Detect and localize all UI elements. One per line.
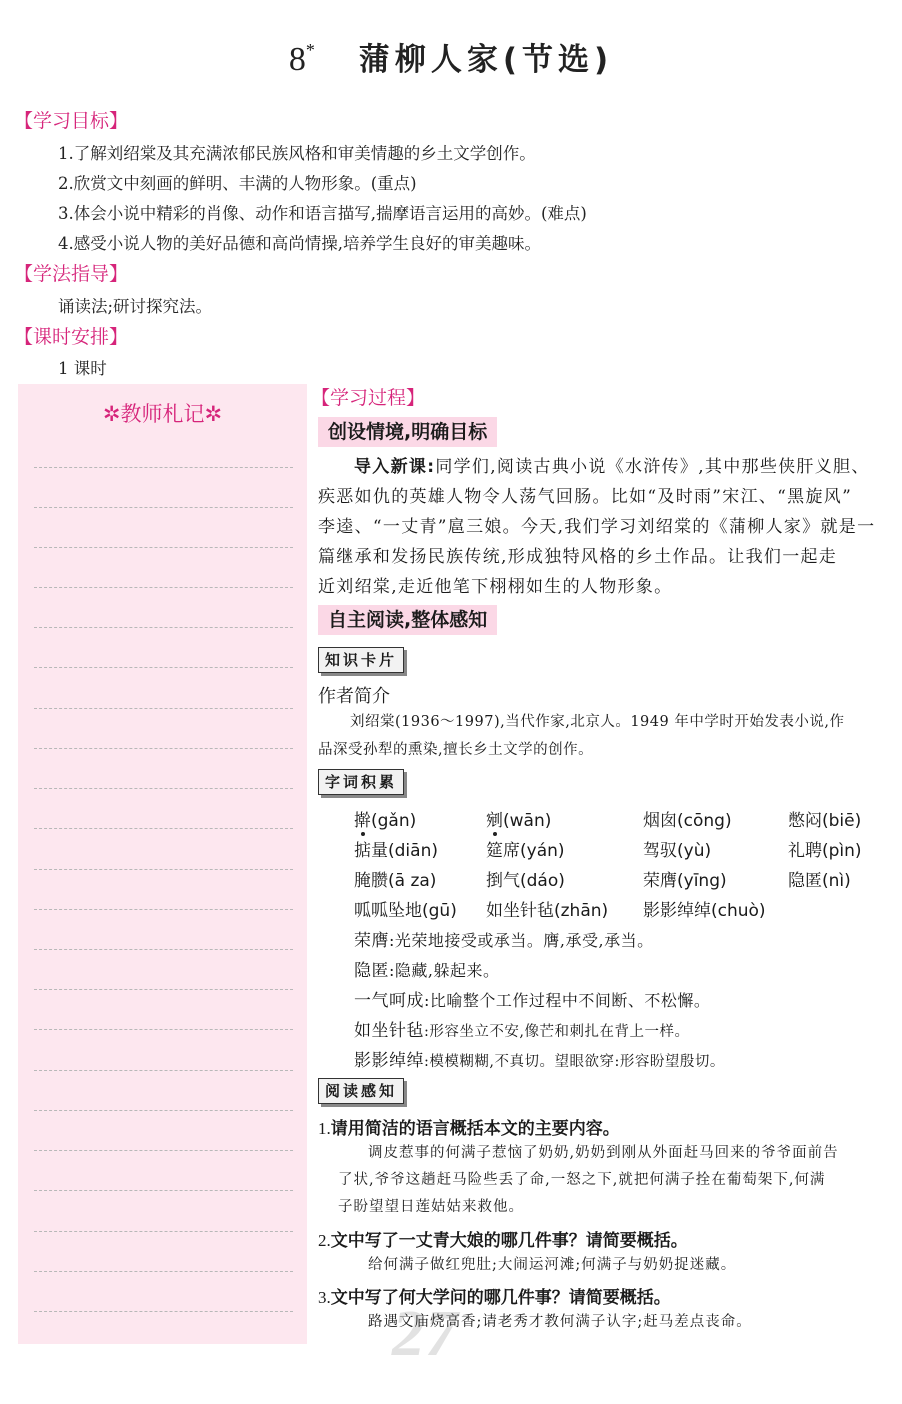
intro-paragraph: [318, 452, 886, 602]
vocab-item: 荣膺(yīng): [643, 871, 727, 891]
question: 3.文中写了何大学问的哪几件事？请简要概括。: [318, 1288, 671, 1308]
vocab-item: 如坐针毡(zhān): [486, 901, 609, 921]
note-line[interactable]: [34, 989, 293, 990]
note-line[interactable]: [34, 1150, 293, 1151]
vocab-item: 隐匿(nì): [788, 871, 851, 891]
note-line[interactable]: [34, 667, 293, 668]
note-line[interactable]: [34, 869, 293, 870]
intro-lead: 导入新课:: [354, 457, 436, 477]
note-line[interactable]: [34, 748, 293, 749]
schedule-text: 1 课时: [58, 359, 107, 378]
note-line[interactable]: [34, 1110, 293, 1111]
author-text: [318, 708, 886, 764]
answer: 调皮惹事的何满子惹恼了奶奶,奶奶到刚从外面赶马回来的爷爷面前告 了状,爷爷这趟赶马险些丢了命,一怒之下,就把何满子拴在葡萄架下,何满 子盼望望日莲姑姑来救他。: [338, 1145, 839, 1215]
vocab-item: 擀(gǎn): [354, 811, 417, 831]
definition-item: 隐匿:隐藏,躲起来。: [354, 961, 500, 981]
vocab-item: 腌臜(ā za): [354, 871, 437, 891]
note-line[interactable]: [34, 788, 293, 789]
teacher-notes-title: ✲教师札记✲: [102, 402, 223, 426]
objectives-heading: 【学习目标】: [14, 110, 129, 132]
note-line[interactable]: [34, 627, 293, 628]
step-create-context: 创设情境,明确目标: [318, 417, 497, 447]
author-line: 刘绍棠(1936～1997),当代作家,北京人。1949 年中学时开始发表小说,作: [350, 714, 845, 730]
answer: 给何满子做红兜肚;大闹运河滩;何满子与奶奶捉迷藏。: [368, 1257, 737, 1273]
lesson-title: 蒲柳人家(节选): [358, 42, 614, 78]
intro-line: 疾恶如仇的英雄人物令人荡气回肠。比如“及时雨”宋江、“黑旋风”: [318, 487, 853, 507]
schedule-heading: 【课时安排】: [14, 326, 129, 348]
note-line[interactable]: [34, 467, 293, 468]
definition-item: 如坐针毡:形容坐立不安,像芒和刺扎在背上一样。: [354, 1021, 690, 1041]
author-line: 品深受孙犁的熏染,擅长乡土文学的创作。: [318, 742, 594, 758]
reading-card-tag: 阅读感知: [318, 1078, 404, 1104]
note-line[interactable]: [34, 1190, 293, 1191]
vocab-item: 剜(wān): [486, 811, 552, 831]
lesson-number: 8: [288, 41, 306, 78]
vocab-item: 影影绰绰(chuò): [643, 901, 766, 921]
vocab-item: 掂量(diān): [354, 841, 438, 861]
step-self-reading: 自主阅读,整体感知: [318, 605, 497, 635]
teacher-notes-panel: [18, 384, 307, 1344]
intro-line: 近刘绍棠,走近他笔下栩栩如生的人物形象。: [318, 577, 673, 597]
question: 1.请用简洁的语言概括本文的主要内容。: [318, 1119, 620, 1139]
note-line[interactable]: [34, 949, 293, 950]
objective-item: 2.欣赏文中刻画的鲜明、丰满的人物形象。(重点): [58, 174, 417, 193]
note-line[interactable]: [34, 909, 293, 910]
definition-item: 影影绰绰:模模糊糊,不真切。望眼欲穿:形容盼望殷切。: [354, 1051, 725, 1071]
note-line[interactable]: [34, 1070, 293, 1071]
note-line[interactable]: [34, 708, 293, 709]
note-line[interactable]: [34, 507, 293, 508]
vocab-item: 驾驭(yù): [643, 841, 712, 861]
note-line[interactable]: [34, 1029, 293, 1030]
method-heading: 【学法指导】: [14, 263, 129, 285]
method-text: 诵读法;研讨探究法。: [58, 297, 213, 316]
note-line[interactable]: [34, 587, 293, 588]
vocab-item: 呱呱坠地(gū): [354, 901, 457, 921]
intro-line: 同学们,阅读古典小说《水浒传》,其中那些侠肝义胆、: [435, 457, 870, 477]
objective-item: 4.感受小说人物的美好品德和高尚情操,培养学生良好的审美趣味。: [58, 234, 541, 253]
word-card-tag: 字词积累: [318, 769, 404, 795]
process-heading: 【学习过程】: [311, 387, 426, 409]
note-line[interactable]: [34, 1311, 293, 1312]
author-heading: 作者简介: [318, 686, 390, 707]
question: 2.文中写了一丈青大娘的哪几件事？请简要概括。: [318, 1231, 688, 1251]
answer: 路遇文庙烧高香;请老秀才教何满子认字;赶马差点丧命。: [368, 1314, 752, 1330]
vocab-item: 礼聘(pìn): [788, 841, 862, 861]
note-line[interactable]: [34, 828, 293, 829]
note-line[interactable]: [34, 1231, 293, 1232]
knowledge-card-tag: 知识卡片: [318, 647, 404, 673]
note-line[interactable]: [34, 547, 293, 548]
objective-item: 3.体会小说中精彩的肖像、动作和语言描写,揣摩语言运用的高妙。(难点): [58, 204, 587, 223]
vocab-item: 憋闷(biē): [788, 811, 862, 831]
vocab-item: 筵席(yán): [486, 841, 565, 861]
vocab-item: 烟囱(cōng): [643, 811, 732, 831]
page-title: [0, 34, 902, 79]
note-line[interactable]: [34, 1271, 293, 1272]
page-number: 27: [392, 1297, 458, 1370]
intro-line: 篇继承和发扬民族传统,形成独特风格的乡土作品。让我们一起走: [318, 547, 838, 567]
definition-item: 一气呵成:比喻整个工作过程中不间断、不松懈。: [354, 991, 711, 1011]
intro-line: 李逵、“一丈青”扈三娘。今天,我们学习刘绍棠的《蒲柳人家》就是一: [318, 517, 876, 537]
vocab-item: 捯气(dáo): [486, 871, 565, 891]
lesson-star: *: [305, 40, 315, 60]
definition-item: 荣膺:光荣地接受或承当。膺,承受,承当。: [354, 931, 654, 951]
objective-item: 1.了解刘绍棠及其充满浓郁民族风格和审美情趣的乡土文学创作。: [58, 144, 536, 163]
